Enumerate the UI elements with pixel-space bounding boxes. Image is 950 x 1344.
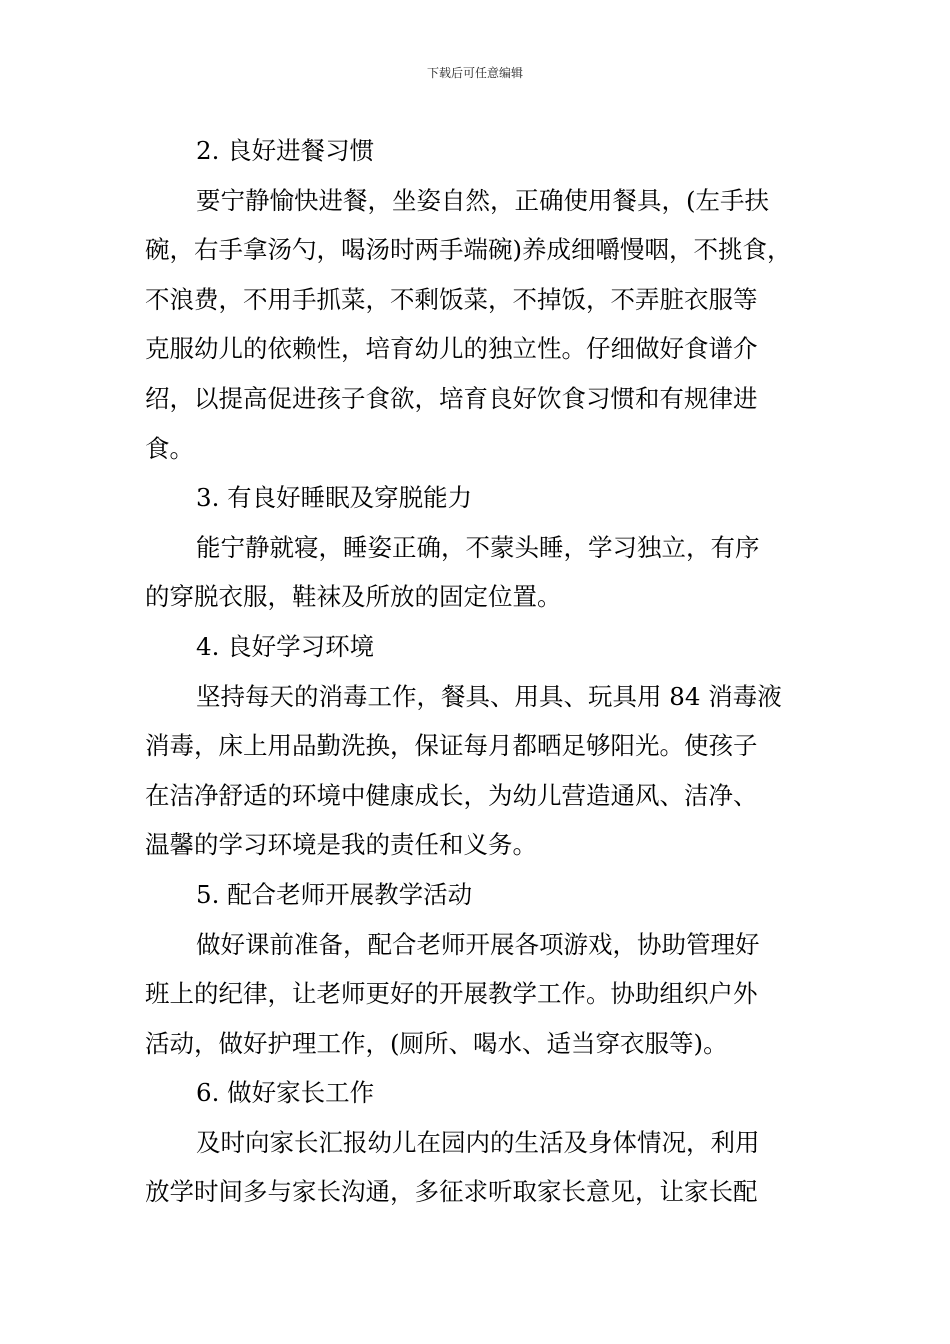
text-line: 放学时间多与家长沟通，多征求听取家长意见，让家长配 — [145, 1177, 758, 1207]
text-line: 要宁静愉快进餐，坐姿自然，正确使用餐具，(左手扶 — [196, 185, 770, 215]
text-line: 消毒，床上用品勤洗换，保证每月都晒足够阳光。使孩子 — [145, 731, 758, 761]
text-line: 4. 良好学习环境 — [196, 631, 375, 661]
text-line: 5. 配合老师开展教学活动 — [196, 879, 473, 909]
text-line: 能宁静就寝，睡姿正确，不蒙头睡，学习独立，有序 — [196, 532, 760, 562]
text-line: 不浪费，不用手抓菜，不剩饭菜，不掉饭，不弄脏衣服等 — [145, 284, 758, 314]
page-header: 下载后可任意编辑 — [426, 66, 523, 80]
text-line: 在洁净舒适的环境中健康成长，为幼儿营造通风、洁净、 — [145, 780, 758, 810]
text-line: 坚持每天的消毒工作，餐具、用具、玩具用 84 消毒液 — [196, 681, 782, 711]
text-line: 3. 有良好睡眠及穿脱能力 — [196, 483, 473, 513]
text-line: 6. 做好家长工作 — [196, 1078, 375, 1108]
text-line: 的穿脱衣服，鞋袜及所放的固定位置。 — [145, 582, 562, 612]
text-line: 温馨的学习环境是我的责任和义务。 — [145, 830, 537, 860]
text-line: 克服幼儿的依赖性，培育幼儿的独立性。仔细做好食谱介 — [145, 334, 758, 364]
text-line: 活动，做好护理工作，(厕所、喝水、适当穿衣服等)。 — [145, 1028, 728, 1058]
text-line: 食。 — [145, 433, 194, 463]
text-line: 碗，右手拿汤勺，喝汤时两手端碗)养成细嚼慢咽，不挑食， — [145, 235, 792, 265]
document-body — [145, 126, 810, 1217]
text-line: 绍，以提高促进孩子食欲，培育良好饮食习惯和有规律进 — [145, 383, 758, 413]
text-line: 班上的纪律，让老师更好的开展教学工作。协助组织户外 — [145, 979, 758, 1009]
text-line: 及时向家长汇报幼儿在园内的生活及身体情况，利用 — [196, 1127, 760, 1157]
text-line: 做好课前准备，配合老师开展各项游戏，协助管理好 — [196, 929, 760, 959]
text-line: 2. 良好进餐习惯 — [196, 136, 375, 165]
